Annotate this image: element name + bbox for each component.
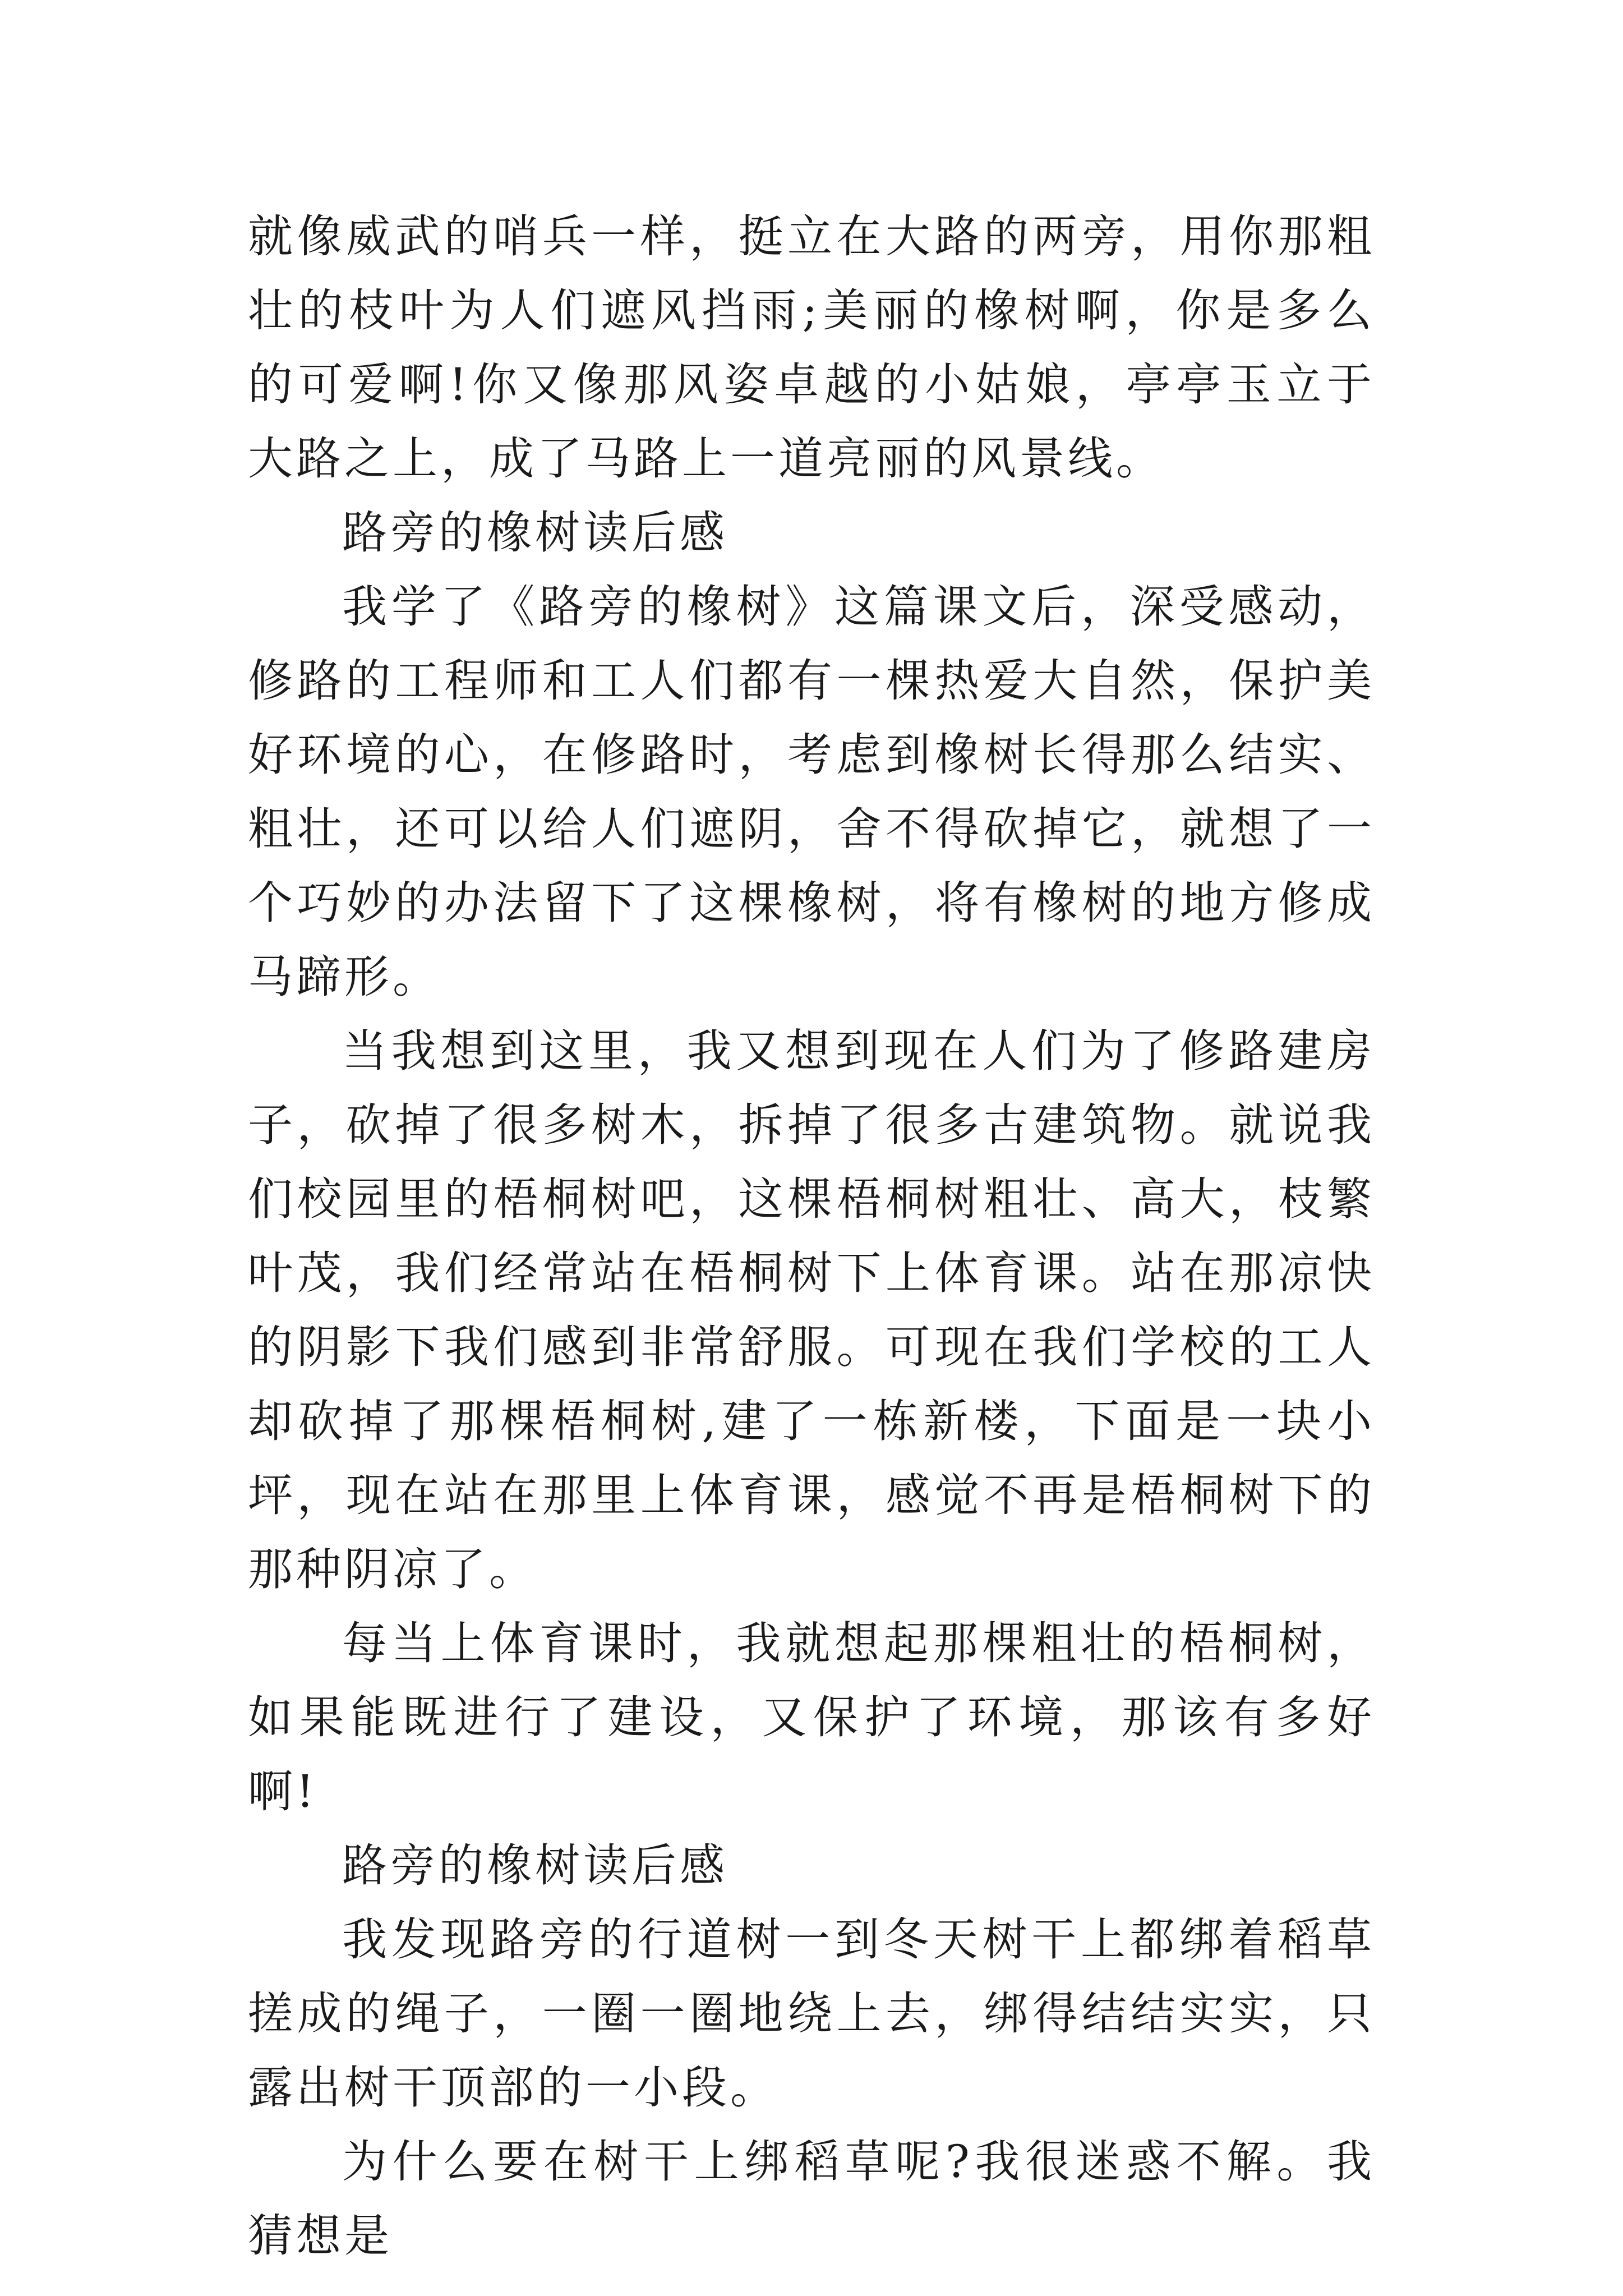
paragraph: 当我想到这里，我又想到现在人们为了修路建房子，砍掉了很多树木，拆掉了很多古建筑物。就说我们校园里的梧桐树吧，这棵梧桐树粗壮、高大，枝繁叶茂，我们经常站在梧桐树下上体育课。站在那凉快的阴影下我们感到非常舒服。可现在我们学校的工人却砍掉了那棵梧桐树,建了一栋新楼，下面是一块小坪，现在站在那里上体育课，感觉不再是梧桐树下的那种阴凉了。 [248,1025,1375,1595]
paragraph-continued: 就像威武的哨兵一样，挺立在大路的两旁，用你那粗壮的枝叶为人们遮风挡雨;美丽的橡树啊，你是多么的可爱啊!你又像那风姿卓越的小姑娘，亭亭玉立于大路之上，成了马路上一道亮丽的风景线。 [248,210,1375,485]
section-heading: 路旁的橡树读后感 [342,507,728,559]
paragraph: 我学了《路旁的橡树》这篇课文后，深受感动，修路的工程师和工人们都有一棵热爱大自然，保护美好环境的心，在修路时，考虑到橡树长得那么结实、粗壮，还可以给人们遮阴，舍不得砍掉它，就想了一个巧妙的办法留下了这棵橡树，将有橡树的地方修成马蹄形。 [248,581,1375,1003]
document-body [248,200,1375,2273]
section-heading: 路旁的橡树读后感 [342,1839,728,1892]
paragraph: 每当上体育课时，我就想起那棵粗壮的梧桐树，如果能既进行了建设，又保护了环境，那该有多好啊! [248,1617,1375,1818]
paragraph: 我发现路旁的行道树一到冬天树干上都绑着稻草搓成的绳子，一圈一圈地绕上去，绑得结结实实，只露出树干顶部的一小段。 [248,1913,1375,2114]
paragraph: 为什么要在树干上绑稻草呢?我很迷惑不解。我猜想是 [248,2136,1375,2262]
